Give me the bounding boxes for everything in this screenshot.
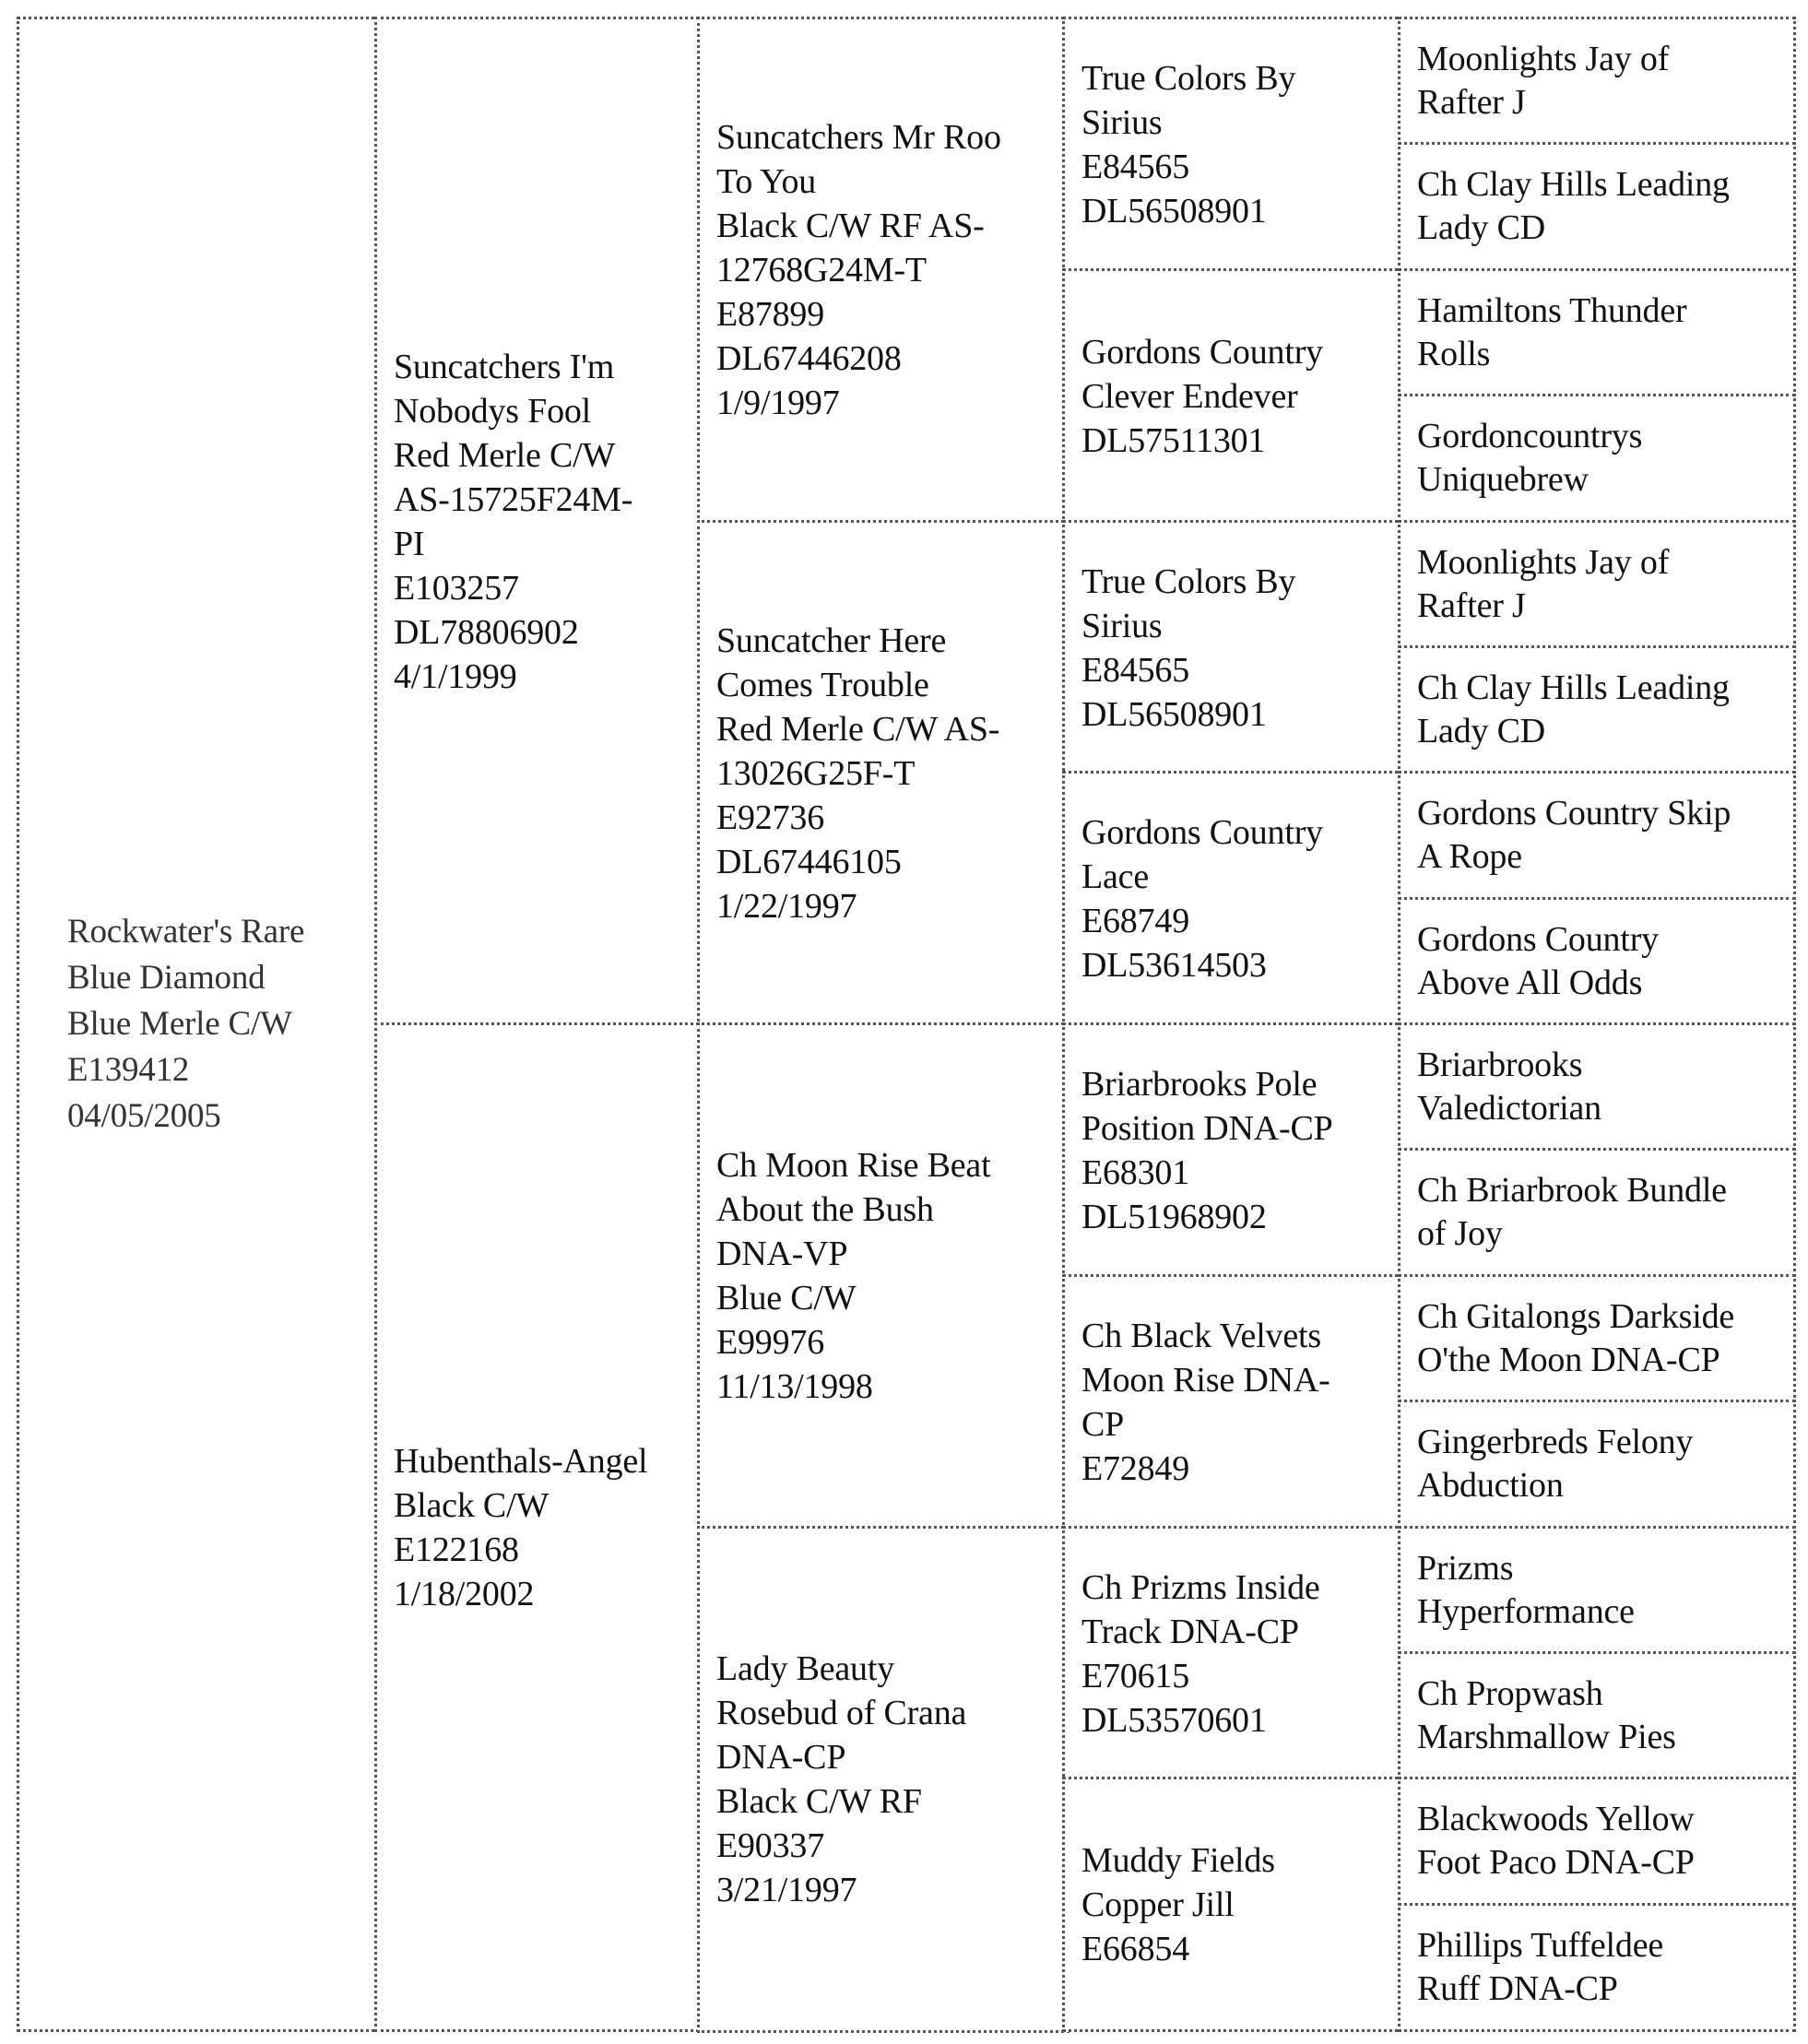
- great-grandparent-cell: [1062, 268, 1405, 524]
- dam-cell: [374, 1022, 704, 2032]
- great-grandparent-cell: [1062, 1526, 1405, 1781]
- great-grandparent-cell-text: Muddy Fields Copper Jill E66854: [1081, 1840, 1275, 1968]
- great-great-grandparent-cell: [1398, 17, 1796, 146]
- great-great-grandparent-cell-text: Ch Propwash Marshmallow Pies: [1417, 1674, 1676, 1756]
- great-grandparent-cell-text: Gordons Country Clever Endever DL57511301: [1081, 332, 1323, 460]
- great-great-grandparent-cell: [1398, 1777, 1796, 1906]
- great-great-grandparent-cell: [1398, 142, 1796, 271]
- great-great-grandparent-cell: [1398, 897, 1796, 1026]
- great-great-grandparent-cell-text: Briarbrooks Valedictorian: [1417, 1046, 1601, 1128]
- great-great-grandparent-cell-text: Moonlights Jay of Rafter J: [1417, 543, 1670, 625]
- sire-sire-cell-text: Suncatchers Mr Roo To You Black C/W RF AS- 12768G24M-T E87899 DL67446208 1/9/1997: [716, 118, 1001, 422]
- great-great-grandparent-cell: [1398, 645, 1796, 774]
- subject-dog-cell: [17, 17, 382, 2032]
- dam-sire-cell-text: Ch Moon Rise Beat About the Bush DNA-VP Blue C/W E99976 11/13/1998: [716, 1146, 991, 1406]
- great-grandparent-cell-text: True Colors By Sirius E84565 DL56508901: [1081, 561, 1296, 734]
- great-great-grandparent-cell-text: Gordons Country Skip A Rope: [1417, 794, 1731, 876]
- great-grandparent-cell-text: Gordons Country Lace E68749 DL53614503: [1081, 812, 1323, 985]
- great-great-grandparent-cell-text: Prizms Hyperformance: [1417, 1549, 1635, 1631]
- sire-cell-text: Suncatchers I'm Nobodys Fool Red Merle C/W AS-15725F24M- PI E103257 DL78806902 4/1/1999: [394, 347, 633, 696]
- subject-dog-cell-text: Rockwater's Rare Blue Diamond Blue Merle C/W E139412 04/05/2005: [67, 913, 305, 1135]
- dam-dam-cell-text: Lady Beauty Rosebud of Crana DNA-CP Black C/W RF E90337 3/21/1997: [716, 1649, 967, 1909]
- great-great-grandparent-cell-text: Ch Gitalongs Darkside O'the Moon DNA-CP: [1417, 1297, 1735, 1379]
- great-great-grandparent-cell: [1398, 394, 1796, 523]
- great-grandparent-cell: [1062, 1274, 1405, 1530]
- great-grandparent-cell: [1062, 17, 1405, 272]
- great-great-grandparent-cell: [1398, 268, 1796, 397]
- great-great-grandparent-cell-text: Ch Clay Hills Leading Lady CD: [1417, 668, 1730, 750]
- great-great-grandparent-cell-text: Ch Briarbrook Bundle of Joy: [1417, 1171, 1727, 1253]
- great-great-grandparent-cell-text: Gordons Country Above All Odds: [1417, 920, 1659, 1002]
- great-great-grandparent-cell: [1398, 771, 1796, 900]
- dam-sire-cell: [697, 1022, 1069, 1530]
- sire-dam-cell-text: Suncatcher Here Comes Trouble Red Merle C/W AS- 13026G25F-T E92736 DL67446105 1/22/1997: [716, 621, 1000, 926]
- great-great-grandparent-cell: [1398, 520, 1796, 649]
- great-grandparent-cell-text: Briarbrooks Pole Position DNA-CP E68301 DL51968902: [1081, 1064, 1333, 1236]
- great-great-grandparent-cell-text: Hamiltons Thunder Rolls: [1417, 291, 1687, 373]
- great-great-grandparent-cell: [1398, 1148, 1796, 1277]
- great-great-grandparent-cell: [1398, 1400, 1796, 1529]
- great-great-grandparent-cell: [1398, 1903, 1796, 2032]
- great-great-grandparent-cell: [1398, 1274, 1796, 1403]
- sire-cell: [374, 17, 704, 1026]
- great-great-grandparent-cell-text: Gordoncountrys Uniquebrew: [1417, 417, 1643, 499]
- great-great-grandparent-cell-text: Phillips Tuffeldee Ruff DNA-CP: [1417, 1926, 1664, 2008]
- great-grandparent-cell: [1062, 1022, 1405, 1278]
- great-great-grandparent-cell-text: Moonlights Jay of Rafter J: [1417, 40, 1670, 122]
- dam-cell-text: Hubenthals-Angel Black C/W E122168 1/18/2002: [394, 1441, 648, 1613]
- great-grandparent-cell-text: True Colors By Sirius E84565 DL56508901: [1081, 58, 1296, 230]
- great-great-grandparent-cell-text: Blackwoods Yellow Foot Paco DNA-CP: [1417, 1800, 1695, 1882]
- great-grandparent-cell-text: Ch Prizms Inside Track DNA-CP E70615 DL53570601: [1081, 1567, 1320, 1740]
- great-great-grandparent-cell: [1398, 1651, 1796, 1780]
- great-grandparent-cell: [1062, 1777, 1405, 2032]
- great-grandparent-cell: [1062, 520, 1405, 775]
- great-great-grandparent-cell: [1398, 1022, 1796, 1152]
- great-great-grandparent-cell-text: Gingerbreds Felony Abduction: [1417, 1423, 1694, 1505]
- great-great-grandparent-cell: [1398, 1526, 1796, 1655]
- great-grandparent-cell-text: Ch Black Velvets Moon Rise DNA- CP E72849: [1081, 1316, 1330, 1488]
- great-great-grandparent-cell-text: Ch Clay Hills Leading Lady CD: [1417, 165, 1730, 247]
- sire-dam-cell: [697, 520, 1069, 1027]
- dam-dam-cell: [697, 1526, 1069, 2033]
- great-grandparent-cell: [1062, 771, 1405, 1026]
- sire-sire-cell: [697, 17, 1069, 524]
